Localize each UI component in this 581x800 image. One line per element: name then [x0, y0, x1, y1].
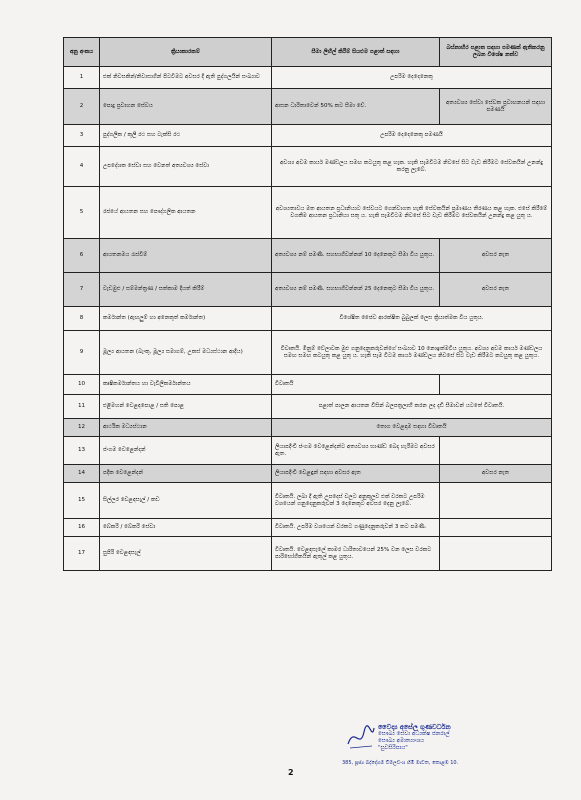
row-number: 6	[64, 239, 100, 273]
row-activity: වැඩමුළු / සම්මන්ත්‍රණ / සත්කාම දියත් කිරීම්	[100, 273, 272, 307]
row-number: 7	[64, 273, 100, 307]
row-activity: සිල්ලර වෙළඳසැල් / කඩ	[100, 483, 272, 519]
row-number: 4	[64, 147, 100, 187]
row-number: 1	[64, 67, 100, 89]
header-limit: සීමා ලිහිල් කිරීම් සියළුම පළාත් සඳහා	[272, 38, 440, 67]
row-number: 12	[64, 419, 100, 437]
row-activity: පදික වෙළෙන්දන්	[100, 465, 272, 483]
row-merged-rule: උපරිම දෙදෙනෙකු	[272, 67, 552, 89]
row-activity: රජයේ ආයතන සහ පෞද්ගලික ආයතන	[100, 187, 272, 239]
row-limit: අත්‍යවශ්‍ය නම් පමණි. සහභාගිවන්නන් 25 දෙනෙකුට සීමා විය යුතුය.	[272, 273, 440, 307]
header-no: අනු අංකය	[64, 38, 100, 67]
table-row	[64, 537, 552, 571]
table-row	[64, 187, 552, 239]
row-western: අවසර නැත	[440, 273, 552, 307]
table-row	[64, 273, 552, 307]
row-limit: විවෘතයි. උපරිම වශයෙන් වරකට ගණුදෙනුකරුවන් 3 කට පමණි.	[272, 519, 440, 537]
row-western	[440, 537, 552, 571]
table-row	[64, 125, 552, 147]
row-activity: එක් නිවසකින්/නිවාසාගින් පිටවීමට අවසර දී ඇති පුද්ගලයින් සංඛ්‍යාව	[100, 67, 272, 89]
row-number: 9	[64, 331, 100, 375]
row-number: 14	[64, 465, 100, 483]
header-western: බස්නාහිර පළාත සඳහා පමණක් ඇතිකරනු ලබන විශේෂ නත්ව	[440, 38, 552, 67]
row-activity: උපදේශක සේවා සහ වෙනත් අත්‍යවශ්‍ය සේවා	[100, 147, 272, 187]
table-row	[64, 67, 552, 89]
table-row	[64, 239, 552, 273]
table-row	[64, 519, 552, 537]
stamp-building: "සුවසිරිපාය"	[378, 745, 408, 751]
row-merged-rule: අවශ්‍යතාවය මත ආයතන ප්‍රධානියාට සේවයට ගෙන්වාගත හැකි සේවකයින් ප්‍රමාණය තීරණය කළ හැක. එසේ කිරීමේ වගකීම ආයතන ප්‍රධානියා සතු ය. හැකි සෑමවිටම නිවසේ සිට වැඩ කිරීමට සේවකයින් උනන්දු කළ යුතු ය.	[272, 187, 552, 239]
row-number: 8	[64, 307, 100, 331]
row-activity: බේකරි / බේකරි සේවා	[100, 519, 272, 537]
row-number: 3	[64, 125, 100, 147]
row-activity: පොදු ප්‍රවාහන සේවය	[100, 89, 272, 125]
table-row	[64, 483, 552, 519]
stamp-address: 385, පූජ්‍ය බද්දේගම විමලවංශ හිමි මාවත, කොළඹ 10.	[342, 760, 459, 766]
row-activity: පුද්ගලික / කුලී රථ සහ ටැක්සි රථ	[100, 125, 272, 147]
row-merged-rule: උපරිම දෙදෙනෙකු පමණයි	[272, 125, 552, 147]
row-activity: ආයතනමය රැස්වීම්	[100, 239, 272, 273]
row-activity: මූල්‍ය ආයතන (බැංකු, මූල්‍ය සමාගම්, උකස් මධ්‍යස්ථාන ආදිය)	[100, 331, 272, 375]
row-merged-rule: අවශ්‍ය අවම කාර්ය මණ්ඩලය සමඟ කටයුතු කළ හැක. හැකි සෑමවිටම නිවසේ සිට වැඩ කිරීමට සේවකයින් උනන්දු කරනු ලැබේ.	[272, 147, 552, 187]
row-number: 2	[64, 89, 100, 125]
stamp-title: සෞඛ්‍ය සේවා අධ්‍යක්ෂ ජනරාල්	[378, 731, 450, 737]
row-limit: ලියාපදිංචි වෙළඳුන් සඳහා අවසර ඇත	[272, 465, 440, 483]
row-western	[440, 375, 552, 395]
row-activity: ජංගම වෙළෙන්දන්	[100, 437, 272, 465]
restrictions-table	[63, 37, 552, 571]
row-limit: අත්‍යවශ්‍ය නම් පමණි. සහභාගිවන්නන් 10 දෙනෙකුට සීමා විය යුතුය.	[272, 239, 440, 273]
table-header-row	[64, 38, 552, 67]
signature-icon	[346, 722, 376, 752]
row-activity: කෘෂිකර්මාන්තය හා වැවිලිකර්මාන්තය	[100, 375, 272, 395]
table-row	[64, 147, 552, 187]
table-row	[64, 419, 552, 437]
row-number: 13	[64, 437, 100, 465]
table-row	[64, 331, 552, 375]
official-stamp	[342, 720, 546, 772]
table-row	[64, 465, 552, 483]
row-number: 10	[64, 375, 100, 395]
table-row	[64, 307, 552, 331]
row-activity: කර්මාන්ත (ඇඟලුම් හා අනෙකුත් කර්මාන්ත)	[100, 307, 272, 331]
row-activity: එළිමහන් වෙළඳපොළ / සති පොළ	[100, 395, 272, 419]
row-western	[440, 483, 552, 519]
row-number: 17	[64, 537, 100, 571]
row-limit: විවෘතයි	[272, 375, 440, 395]
row-limit: විවෘතයි. ලබා දී ඇති උපදෙස් වලට අනුකූලව එක් වරකට උපරිම වශයෙන් ගනුදෙනුකරුවන් 3 දෙනෙකුට අවසර දෙනු ලැබේ.	[272, 483, 440, 519]
row-activity: ආර්ථික මධ්‍යස්ථාන	[100, 419, 272, 437]
row-western: අවසර නැත	[440, 239, 552, 273]
row-number: 5	[64, 187, 100, 239]
row-activity: සුපිරි වෙළඳසැල්	[100, 537, 272, 571]
row-limit: ආසන ධාරිතාවෙන් 50% කට සීමා වේ.	[272, 89, 440, 125]
stamp-ministry: සෞඛ්‍ය අමාත්‍යාංශය	[378, 738, 425, 744]
row-limit: ලියාපදිංචි ජංගම වෙළෙන්දන්ට අත්‍යවශ්‍ය භාණ්ඩ බෙදා හැරීමට අවසර ඇත.	[272, 437, 440, 465]
stamp-name: වෛද්‍ය අසේල ගුණවර්ධන	[378, 723, 451, 731]
row-western: අත්‍යවශ්‍ය සේවා සේවක ප්‍රවාහනයන් සඳහා පමණයි	[440, 89, 552, 125]
row-western	[440, 437, 552, 465]
header-activity: ක්‍රියාකාරකම්	[100, 38, 272, 67]
page-number: 2	[288, 768, 294, 777]
row-number: 15	[64, 483, 100, 519]
table-row	[64, 89, 552, 125]
table-row	[64, 437, 552, 465]
row-western: අවසර නැත	[440, 465, 552, 483]
row-merged-rule: විවෘතයි. මිනුම් වේලාවක මුළු ගනුදෙනුකරුවන්ගේ සංඛ්‍යාව 10 නොඉක්මවිය යුතුය. අවශ්‍ය අවම කාර්ය මණ්ඩලය සමඟ සමඟ කටයුතු කළ යුතු ය. හැකි සෑම විටම කාර්ය මණ්ඩලය නිවසේ සිට වැඩ කිරීමට කටයුතු කළ යුතුය.	[272, 331, 552, 375]
row-number: 11	[64, 395, 100, 419]
row-merged-rule: පළාත් පාලන ආයතන විසින් බලපත්‍රලාභී කරන ලද දැඩි සීමාවන් යටතේ විවෘතයි.	[272, 395, 552, 419]
table-row	[64, 375, 552, 395]
table-row	[64, 395, 552, 419]
row-limit: විවෘතයි. වෙළඳසැලේ කාමර ධාරිතාවයෙන් 25% වන ලෙස වරකට පාරිභෝගිකයින් ඇතුල් කළ යුතුය.	[272, 537, 440, 571]
row-western	[440, 519, 552, 537]
row-merged-rule: විශේෂිත ජෛව ආරක්ෂිත බුබුලක් ලෙස ක්‍රියාත්මක විය යුතුය.	[272, 307, 552, 331]
row-merged-rule: තොග වෙළඳාම සඳහා විවෘතයි	[272, 419, 552, 437]
row-number: 16	[64, 519, 100, 537]
